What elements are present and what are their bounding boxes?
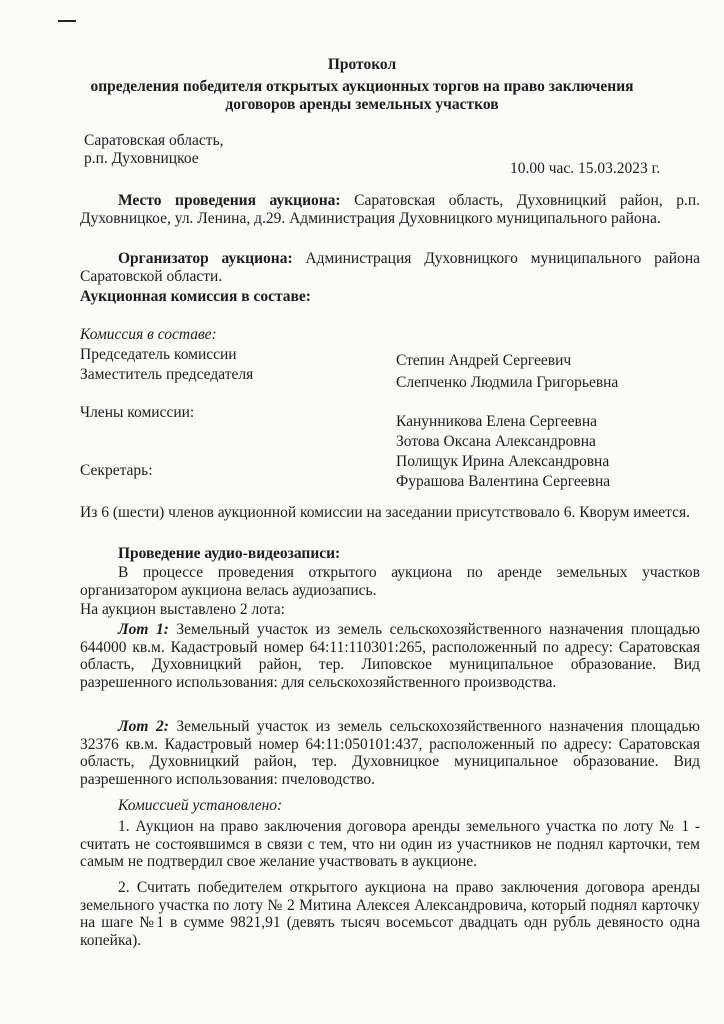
lot2-text: Земельный участок из земель сельскохозяйственного назначения площадью 32376 кв.м. Кадастровый номер 64:11:050101:437, расположенный по адресу: Саратовская область, Духовницкий район, тер. Духовницкое муниципальное образование. Вид разрешенного использования: пчеловодство. <box>80 718 700 788</box>
lots-intro: На аукцион выставлено 2 лота: <box>80 601 285 618</box>
lot1-text: Земельный участок из земель сельскохозяйственного назначения площадью 644000 кв.м. Кадастровый номер 64:11:110301:265, расположенный по адресу: Саратовская область, Духовницкий район, тер. Липовское муниципальное образование. Вид разрешенного использования: для сельскохозяйственного производства. <box>80 621 700 691</box>
document-subtitle-line2: договоров аренды земельных участков <box>225 96 499 113</box>
document-title: Протокол <box>327 56 397 73</box>
recording-paragraph: В процессе проведения открытого аукциона по аренде земельных участков организатором аукциона велась аудиозапись. <box>80 564 700 599</box>
member-name-2: Зотова Оксана Александровна <box>396 433 596 450</box>
chair-name: Степин Андрей Сергеевич <box>396 352 572 369</box>
lot2-label: Лот 2: <box>118 718 169 735</box>
deputy-role: Заместитель председателя <box>80 366 254 383</box>
organizer-text: Администрация Духовницкого муниципального района Саратовской области. <box>80 250 700 285</box>
recording-heading: Проведение аудио-видеозаписи: <box>118 545 341 562</box>
lot2-paragraph <box>80 718 700 788</box>
findings-heading: Комиссией установлено: <box>118 797 283 814</box>
member-name-1: Канунникова Елена Сергеевна <box>396 413 598 430</box>
commission-subheading: Комиссия в составе: <box>80 326 217 343</box>
organizer-label: Организатор аукциона: <box>118 250 293 267</box>
place-region: Саратовская область, <box>84 132 224 149</box>
secretary-role: Секретарь: <box>80 462 153 479</box>
lot1-label: Лот 1: <box>118 621 169 638</box>
venue-paragraph <box>80 192 700 227</box>
secretary-name: Фурашова Валентина Сергеевна <box>396 473 611 490</box>
lot1-paragraph <box>80 621 700 691</box>
finding-item-1: 1. Аукцион на право заключения договора аренды земельного участка по лоту № 1 - считать не состоявшимся в связи с тем, что ни один из участников не поднял карточки, тем самым не подтвердил свое желание участвовать в аукционе. <box>80 818 700 870</box>
meeting-datetime: 10.00 час. 15.03.2023 г. <box>510 160 661 177</box>
commission-heading: Аукционная комиссия в составе: <box>80 288 311 305</box>
member-name-3: Полищук Ирина Александровна <box>396 453 610 470</box>
scan-mark <box>58 20 76 22</box>
chair-role: Председатель комиссии <box>80 346 237 363</box>
venue-label: Место проведения аукциона: <box>118 192 341 209</box>
quorum-paragraph: Из 6 (шести) членов аукционной комиссии на заседании присутствовало 6. Кворум имеется. <box>80 504 691 521</box>
members-role: Члены комиссии: <box>80 404 195 421</box>
place-settlement: р.п. Духовницкое <box>84 150 199 167</box>
document-subtitle-line1: определения победителя открытых аукционных торгов на право заключения <box>90 78 634 95</box>
venue-text: Саратовская область, Духовницкий район, р.п. Духовницкое, ул. Ленина, д.29. Администрация Духовницкого муниципального района. <box>80 192 700 227</box>
deputy-name: Слепченко Людмила Григорьевна <box>396 374 619 391</box>
finding-item-2: 2. Считать победителем открытого аукциона на право заключения договора аренды земельного участка по лоту № 2 Митина Алексея Александровича, который поднял карточку на шаге №1 в сумме 9821,91 (девять тысяч восемьсот двадцать одн рубль девяносто одна копейка). <box>80 879 700 949</box>
organizer-paragraph <box>80 250 700 285</box>
